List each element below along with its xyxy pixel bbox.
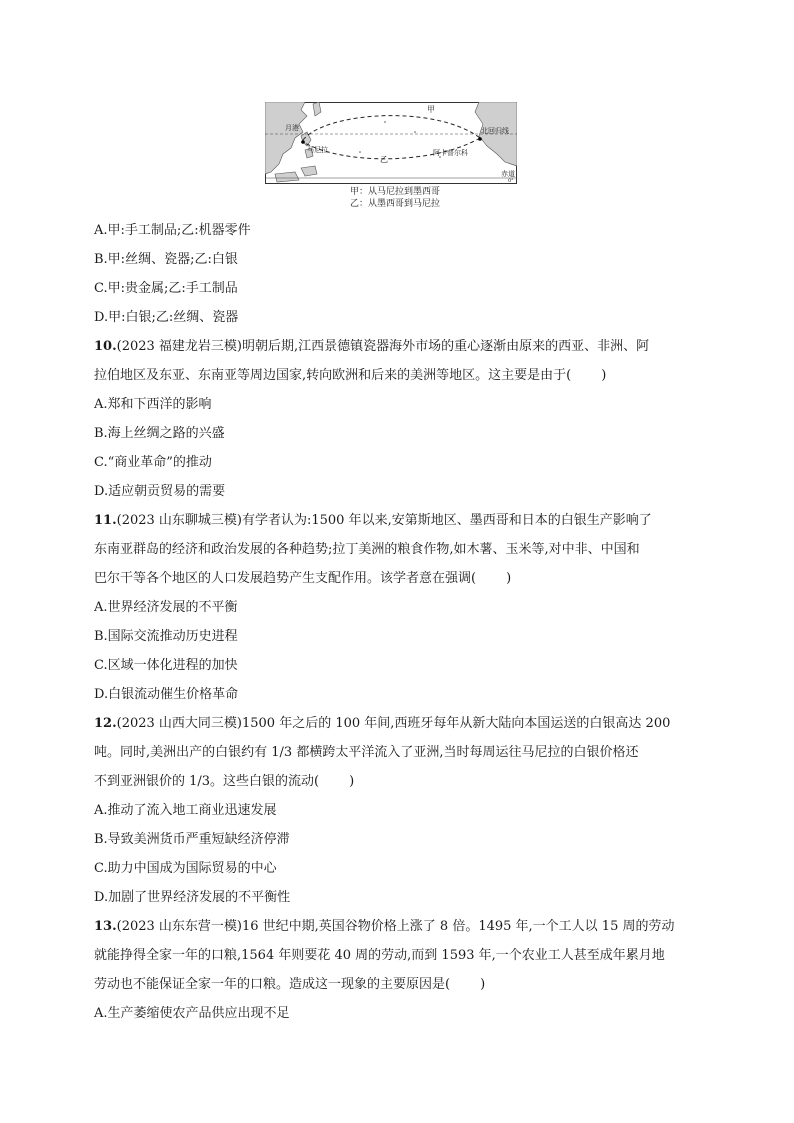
q13-stem-line-1: 13.(2023 山东东营一模)16 世纪中期,英国谷物价格上涨了 8 倍。1495 年,一个工人以 15 周的劳动 [94,919,675,934]
q12-number: 12. [94,716,117,731]
q13-option-a: A.生产萎缩使农产品供应出现不足 [94,1006,290,1021]
q12-stem-line-1: 12.(2023 山西大同三模)1500 年之后的 100 年间,西班牙每年从新大陆向本国运送的白银高达 200 [94,716,671,731]
q10-option-b: B.海上丝绸之路的兴盛 [94,426,225,441]
q12-stem-line-2: 吨。同时,美洲出产的白银约有 1/3 都横跨太平洋流入了亚洲,当时每周运往马尼拉的白银价格还 [94,745,639,760]
q12-stem-line-3: 不到亚洲银价的 1/3。这些白银的流动( ) [94,774,355,789]
q9-option-a: A.甲:手工制品;乙:机器零件 [94,223,251,238]
q13-stem-line-2: 就能挣得全家一年的口粮,1564 年则要花 40 周的劳动,而到 1593 年,一个农业工人甚至成年累月地 [94,948,665,963]
q12-option-c: C.助力中国成为国际贸易的中心 [94,861,277,876]
trade-route-map [265,102,517,184]
map-label-yuegang: 月港 [285,124,299,132]
map-label-equator: 赤道 [501,170,515,178]
map-label-zero: 0° [508,178,514,184]
q13-number: 13. [94,919,117,934]
q11-option-c: C.区域一体化进程的加快 [94,658,238,673]
q11-option-a: A.世界经济发展的不平衡 [94,600,238,615]
map-caption-yi: 乙：从墨西哥到马尼拉 [349,199,440,209]
map-label-tropic: 北回归线 [481,127,509,135]
map-label-jia: 甲 [427,105,435,114]
q11-number: 11. [94,513,117,528]
acapulco-point [478,137,482,141]
q9-option-b: B.甲:丝绸、瓷器;乙:白银 [94,252,238,267]
q9-option-d: D.甲:白银;乙:丝绸、瓷器 [94,310,239,325]
q11-stem-line-3: 巴尔干等各个地区的人口发展趋势产生支配作用。该学者意在强调( ) [94,571,512,586]
q12-option-b: B.导致美洲货币严重短缺经济停滞 [94,832,290,847]
q13-stem-line-3: 劳动也不能保证全家一年的口粮。造成这一现象的主要原因是( ) [94,977,486,992]
q11-option-b: B.国际交流推动历史进程 [94,629,238,644]
map-label-manila: 马尼拉 [307,146,328,154]
map-label-acapulco: 阿卡普尔科 [433,149,468,157]
q10-number: 10. [94,339,117,354]
q11-stem-line-2: 东南亚群岛的经济和政治发展的各种趋势;拉丁美洲的粮食作物,如木薯、玉米等,对中非、中国和 [94,542,640,557]
q10-option-c: C.“商业革命”的推动 [94,455,212,470]
map-caption-jia: 甲：从马尼拉到墨西哥 [349,187,440,197]
map-label-yi: 乙 [380,155,388,164]
manila-point [301,140,305,144]
q10-stem-line-1: 10.(2023 福建龙岩三模)明朝后期,江西景德镇瓷器海外市场的重心逐渐由原来的西亚、非洲、阿 [94,339,650,354]
q12-option-d: D.加剧了世界经济发展的不平衡性 [94,890,291,905]
q12-option-a: A.推动了流入地工商业迅速发展 [94,803,277,818]
q9-option-c: C.甲:贵金属;乙:手工制品 [94,281,238,296]
q10-option-a: A.郑和下西洋的影响 [94,397,212,412]
q11-option-d: D.白银流动催生价格革命 [94,687,239,702]
q10-option-d: D.适应朝贡贸易的需要 [94,484,226,499]
q10-stem-line-2: 拉伯地区及东亚、东南亚等周边国家,转向欧洲和后来的美洲等地区。这主要是由于( ) [94,368,607,383]
q11-stem-line-1: 11.(2023 山东聊城三模)有学者认为:1500 年以来,安第斯地区、墨西哥和日本的白银生产影响了 [94,513,652,528]
